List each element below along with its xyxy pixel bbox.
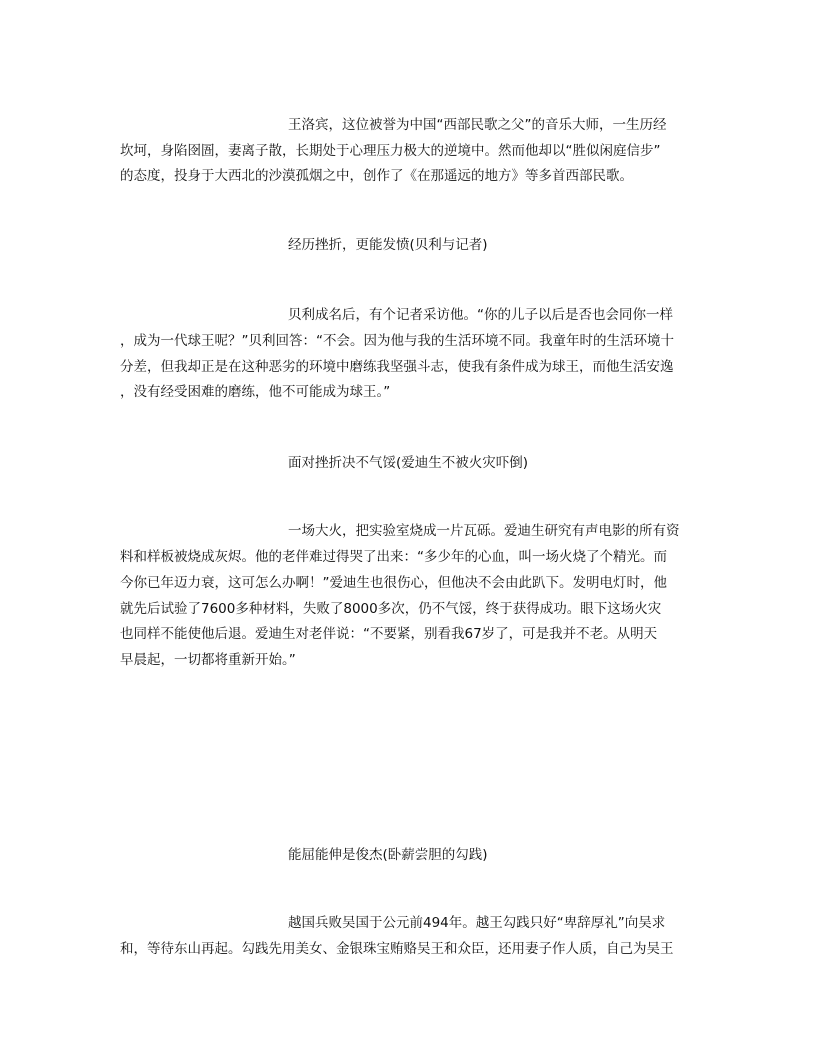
- paragraph-line: 和，等待东山再起。勾践先用美女、金银珠宝贿赂吴王和众臣，还用妻子作人质，自己为吴王: [120, 941, 674, 957]
- paragraph-line: ，没有经受困难的磨练，他不可能成为球王。”: [120, 384, 391, 400]
- paragraph-line: ，成为一代球王呢？”贝利回答：“不会。因为他与我的生活环境不同。我童年时的生活环境十: [120, 333, 674, 349]
- paragraph-line: 料和样板被烧成灰烬。他的老伴难过得哭了出来：“多少年的心血，叫一场火烧了个精光。而: [120, 549, 667, 565]
- paragraph-line: 也同样不能使他后退。爱迪生对老伴说：“不要紧，别看我67岁了，可是我并不老。从明天: [120, 626, 658, 642]
- section-heading: 能屈能伸是俊杰(卧薪尝胆的勾践): [288, 847, 488, 863]
- paragraph-line: 越国兵败吴国于公元前494年。越王勾践只好“卑辞厚礼”向吴求: [288, 915, 666, 931]
- paragraph-line: 分差，但我却正是在这种恶劣的环境中磨练我坚强斗志，使我有条件成为球王，而他生活安逸: [120, 359, 674, 375]
- paragraph-line: 今你已年迈力衰，这可怎么办啊！”爱迪生也很伤心，但他决不会由此趴下。发明电灯时，他: [120, 575, 667, 591]
- paragraph-line: 坎坷，身陷囹圄，妻离子散，长期处于心理压力极大的逆境中。然而他却以“胜似闲庭信步”: [120, 143, 661, 159]
- section-heading: 经历挫折，更能发愤(贝利与记者): [288, 237, 488, 253]
- paragraph-line: 贝利成名后，有个记者采访他。“你的儿子以后是否也会同你一样: [288, 307, 673, 323]
- paragraph-line: 王洛宾，这位被誉为中国“西部民歌之父”的音乐大师，一生历经: [288, 117, 667, 133]
- paragraph-line: 一场大火，把实验室烧成一片瓦砾。爱迪生研究有声电影的所有资: [288, 523, 680, 539]
- paragraph-line: 早晨起，一切都将重新开始。”: [120, 652, 296, 668]
- section-heading: 面对挫折决不气馁(爱迪生不被火灾吓倒): [288, 455, 529, 471]
- paragraph-line: 就先后试验了7600多种材料，失败了8000多次，仍不气馁，终于获得成功。眼下这场火灾: [120, 601, 662, 617]
- paragraph-line: 的态度，投身于大西北的沙漠孤烟之中，创作了《在那遥远的地方》等多首西部民歌。: [120, 168, 633, 184]
